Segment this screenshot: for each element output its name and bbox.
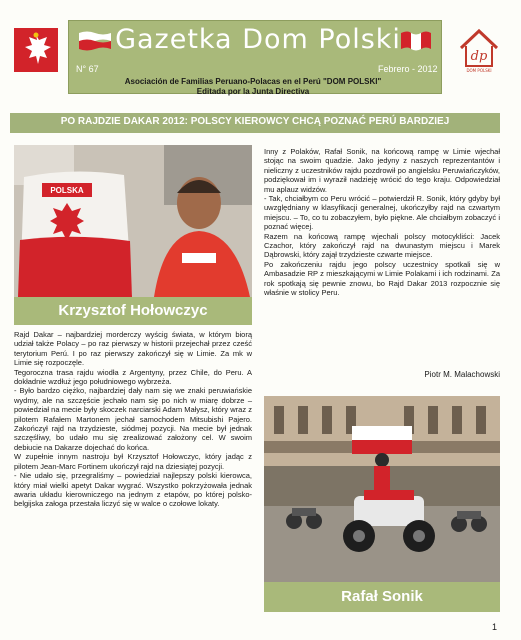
article-author: Piotr M. Malachowski [424,370,500,379]
paragraph: - Nie udało się, przegraliśmy – powiedział najlepszy polski kierowca, który miał wielki apetyt Dakar wygrać. Wszystko pokrzyżowała jednak awaria układu kierowniczego na jednym z etapów, po której polsko-belgijska załoga przestała liczyć się w walce o czołowe lokaty. [14,471,252,509]
photo-sonik [264,396,500,582]
caption-sonik: Rafał Sonik [341,588,423,605]
paragraph: Razem na końcową rampę wjechali polscy motocykliści: Jacek Czachor, który zakończył rajd na dwunastym miejscu i Marek Dąbrowski, który zajął trzydzieste czwarte miejsce. [264,231,500,260]
issue-date: Febrero - 2012 [378,64,438,74]
dom-polski-logo [457,26,501,74]
photo-holowczyc [14,145,252,297]
association-info [72,77,434,97]
paragraph: Po zakończeniu rajdu jego polscy uczestnicy spotkali się w Ambasadzie RP z mieszkającymi w Limie Polakami i ich rodzinami. Za rok spotkają się pewnie znowu, bo Rajd Dakar 2013 rozpocznie się właśnie w stolicy Peru. [264,259,500,298]
flag-text: POLSKA [50,186,84,195]
page-number: 1 [492,622,498,632]
article-headline: PO RAJDZIE DAKAR 2012: POLSCY KIEROWCY CHCĄ POZNAĆ PERÚ BARDZIEJ [60,116,450,127]
paragraph: Rajd Dakar – najbardziej morderczy wyścig świata, w którym biorą udział także Polacy – po raz pierwszy w historii przejechał przez cześć terytorium Perú. I po raz pierwszy zakończył się w Limie. Za mk w Limie się rozpoczęle. [14,330,252,368]
left-column-text [14,330,252,509]
paragraph: Inny z Polaków, Rafał Sonik, na końcową rampę w Limie wjechał stojąc na swoim quadzie. Jako jedyny z naszych reprezentantów i nieliczny z uczestników rajdu pozdrowił po angielsku Peruwiańczyków, podziękował im i wyraził nadzieję wrócić do tego kraju. Odpowiedział mu aplauz widzów. [264,147,500,194]
newsletter-title: Gazetka Dom Polski [115,24,401,55]
eagle-icon [14,28,58,72]
polish-eagle-emblem [14,28,58,72]
edited-by: Editada por la Junta Directiva [196,87,310,96]
issue-number: N° 67 [76,64,99,74]
house-logo-icon [457,26,501,74]
paragraph: W zupełnie innym nastroju był Krzysztof Hołowczyc, który jadąc z pilotem Jean-Marc Fortinem ukończył rajd na dziesiątej pozycji. [14,452,252,471]
paragraph: - Było bardzo ciężko, najbardziej dały nam się we znaki peruwiańskie wydmy, ale na szczęście jechało nam się po nich w miarę dobrze – powiedział na mecie były skoczek narciarski Adam Małysz, który wraz z pilotem Rafałem Martonem jechał samochodem Mitsubishi Pajero. Zakończył rajd na trzydzieste, siódmej pozycji. Na mecie był jednak szczęśliwy, bo udało mu się zrealizować założony cel. W swoim debiucie na Dakarze dojechać do końca. [14,386,252,452]
paragraph: Tegoroczna trasa rajdu wiodła z Argentyny, przez Chile, do Peru. A dokładnie wzdłuż jego południowego wybrzeża. [14,367,252,387]
logo-subtext: DOM POLSKI [466,68,492,73]
logo-text: dp [470,49,488,64]
right-column-text [264,147,500,298]
caption-holowczyc: Krzysztof Hołowczyc [58,302,208,319]
peru-flag-icon [400,30,432,52]
paragraph: - Tak, chciałbym co Peru wrócić – potwierdził R. Sonik, który gdyby był uwzględniany w klasyfikacji generalnej, ukończyłby rajd na czwartym miejscu. – To, co tu zobaczyłem, było piękne. Ale chciałbym zobaczyć i poznać więcej. [264,194,500,232]
association-name: Asociación de Familias Peruano-Polacas en el Perú "DOM POLSKI" [124,77,382,86]
